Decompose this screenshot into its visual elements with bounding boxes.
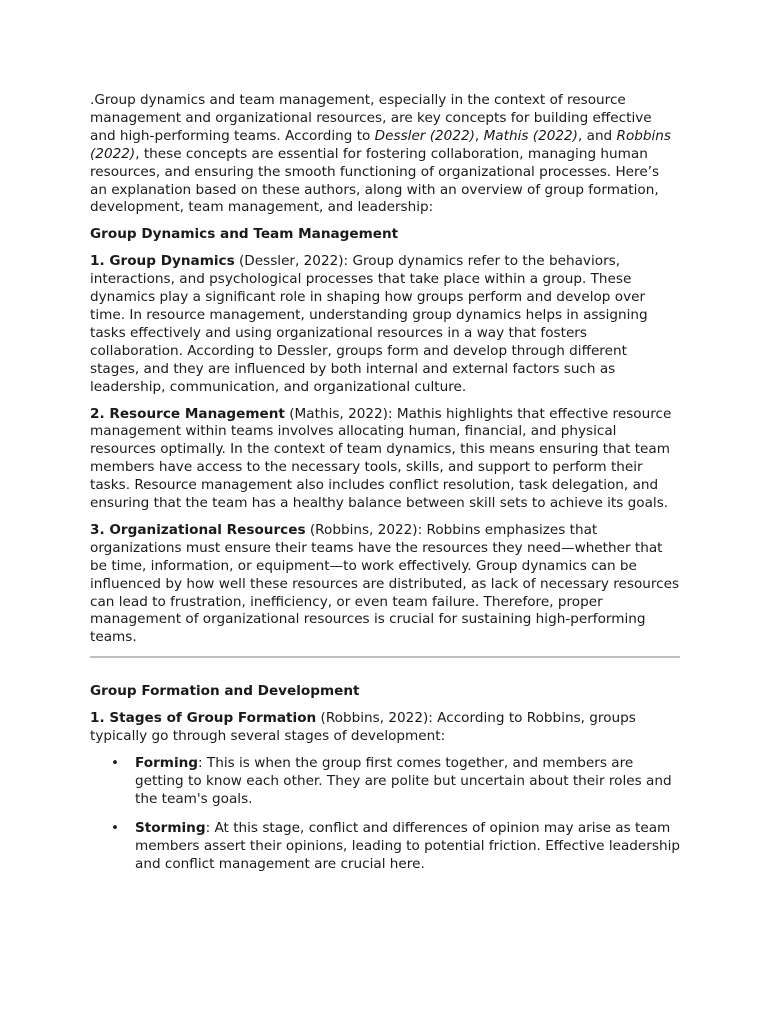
stages-list — [90, 755, 680, 873]
bullet-icon: • — [111, 819, 120, 836]
citation-robbins: Robbins (2022) — [90, 127, 672, 162]
paragraph-organizational-resources — [90, 522, 680, 647]
list-item-forming — [90, 755, 680, 809]
intro-separator: , and — [577, 127, 617, 144]
intro-text-end: , these concepts are essential for fostering collaboration, managing human resources, and ensuring the smooth functioning of organizational processes. Here’s an explanation based on these authors, along with an overview of group formation, development, team management, and leadership: — [90, 145, 660, 216]
intro-paragraph — [90, 92, 680, 217]
citation-dessler: Dessler (2022) — [374, 127, 475, 144]
paragraph-lead: 1. Group Dynamics — [90, 253, 235, 270]
paragraph-lead: 1. Stages of Group Formation — [90, 710, 317, 727]
list-item-storming — [90, 820, 680, 874]
stage-term: Storming — [135, 819, 206, 836]
stage-description: : At this stage, conflict and differences of opinion may arise as team members assert their opinions, leading to potential friction. Effective leadership and conflict management are crucial here. — [135, 819, 680, 872]
paragraph-stages-of-formation — [90, 710, 680, 746]
intro-separator: , — [474, 127, 484, 144]
paragraph-text: (Mathis, 2022): Mathis highlights that effective resource management within teams involves allocating human, financial, and physical resources optimally. In the context of team dynamics, this means ensuring that team members have access to the necessary tools, skills, and support to perform their tasks. Resource management also includes conflict resolution, task delegation, and ensuring that the team has a healthy balance between skill sets to achieve its goals. — [90, 405, 672, 512]
section-heading-group-formation: Group Formation and Development — [90, 683, 360, 700]
section-heading-group-dynamics: Group Dynamics and Team Management — [90, 226, 399, 243]
paragraph-resource-management — [90, 406, 680, 513]
stage-description: : This is when the group first comes together, and members are getting to know each other. They are polite but uncertain about their roles and the team's goals. — [135, 755, 672, 807]
paragraph-text: (Robbins, 2022): According to Robbins, groups typically go through several stages of development: — [90, 710, 636, 745]
bullet-icon: • — [111, 755, 120, 771]
section-divider — [90, 656, 680, 658]
document-body — [90, 92, 680, 884]
paragraph-text: (Dessler, 2022): Group dynamics refer to the behaviors, interactions, and psychological processes that take place within a group. These dynamics play a significant role in shaping how groups perform and develop over time. In resource management, understanding group dynamics helps in assigning tasks effectively and using organizational resources in a way that fosters collaboration. According to Dessler, groups form and develop through different stages, and they are influenced by both internal and external factors such as leadership, communication, and organizational culture. — [90, 253, 648, 395]
paragraph-group-dynamics — [90, 253, 680, 396]
citation-mathis: Mathis (2022) — [483, 127, 578, 144]
stage-term: Forming — [135, 755, 199, 771]
intro-text-start: .Group dynamics and team management, especially in the context of resource management and organizational resources, are key concepts for building effective and high-performing teams. According to — [90, 92, 652, 144]
paragraph-lead: 3. Organizational Resources — [90, 521, 306, 538]
paragraph-lead: 2. Resource Management — [90, 405, 285, 422]
paragraph-text: (Robbins, 2022): Robbins emphasizes that organizations must ensure their teams have the resources they need—whether that be time, information, or equipment—to work effectively. Group dynamics can be influenced by how well these resources are distributed, as lack of necessary resources can lead to frustration, inefficiency, or even team failure. Therefore, proper management of organizational resources is crucial for sustaining high-performing teams. — [90, 521, 680, 646]
